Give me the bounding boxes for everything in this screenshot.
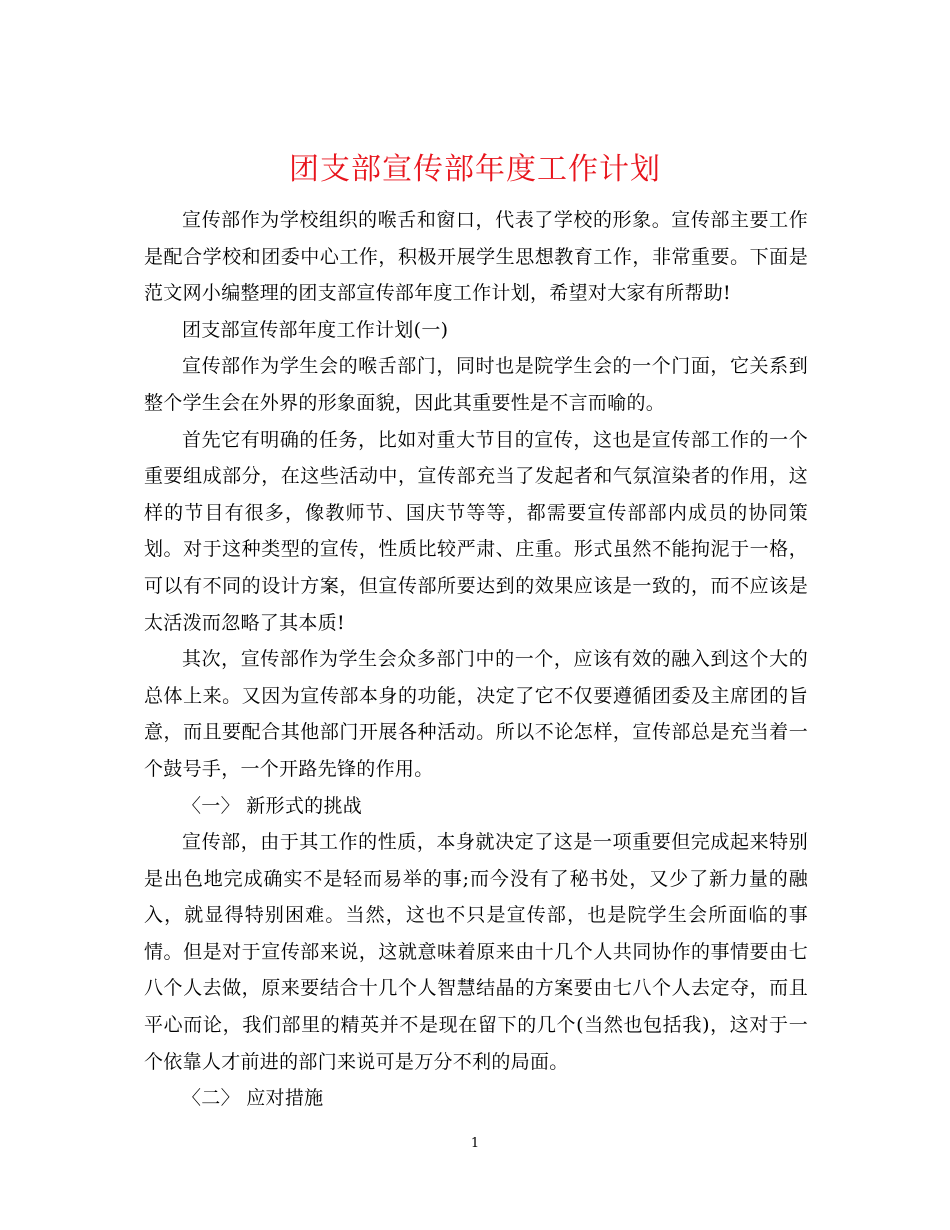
subsection-heading-countermeasures: 〈二〉 应对措施	[182, 1087, 324, 1110]
document-title: 团支部宣传部年度工作计划	[289, 152, 661, 188]
document-body	[144, 202, 808, 1117]
body-paragraph: 宣传部作为学生会的喉舌部门，同时也是院学生会的一个门面，它关系到整个学生会在外界的形象面貌，因此其重要性是不言而喻的。	[144, 355, 808, 414]
intro-paragraph: 宣传部作为学校组织的喉舌和窗口，代表了学校的形象。宣传部主要工作是配合学校和团委中心工作，积极开展学生思想教育工作，非常重要。下面是范文网小编整理的团支部宣传部年度工作计划，希望对大家有所帮助!	[144, 209, 808, 305]
body-paragraph: 其次，宣传部作为学生会众多部门中的一个，应该有效的融入到这个大的总体上来。又因为宣传部本身的功能，决定了它不仅要遵循团委及主席团的旨意，而且要配合其他部门开展各种活动。所以不论怎样，宣传部总是充当着一个鼓号手，一个开路先锋的作用。	[144, 648, 808, 780]
body-paragraph: 首先它有明确的任务，比如对重大节目的宣传，这也是宣传部工作的一个重要组成部分，在这些活动中，宣传部充当了发起者和气氛渲染者的作用，这样的节目有很多，像教师节、国庆节等等，都需要宣传部部内成员的协同策划。对于这种类型的宣传，性质比较严肃、庄重。形式虽然不能拘泥于一格，可以有不同的设计方案，但宣传部所要达到的效果应该是一致的，而不应该是太活泼而忽略了其本质!	[144, 428, 808, 634]
subsection-heading-new-challenge: 〈一〉 新形式的挑战	[182, 794, 363, 817]
page-number: 1	[470, 1136, 480, 1151]
section-heading-plan-one: 团支部宣传部年度工作计划(一)	[182, 318, 449, 341]
body-paragraph: 宣传部，由于其工作的性质，本身就决定了这是一项重要但完成起来特别是出色地完成确实不是轻而易举的事;而今没有了秘书处，又少了新力量的融入，就显得特别困难。当然，这也不只是宣传部，也是院学生会所面临的事情。但是对于宣传部来说，这就意味着原来由十几个人共同协作的事情要由七八个人去做，原来要结合十几个人智慧结晶的方案要由七八个人去定夺，而且平心而论，我们部里的精英并不是现在留下的几个(当然也包括我)，这对于一个依靠人才前进的部门来说可是万分不利的局面。	[144, 831, 808, 1073]
